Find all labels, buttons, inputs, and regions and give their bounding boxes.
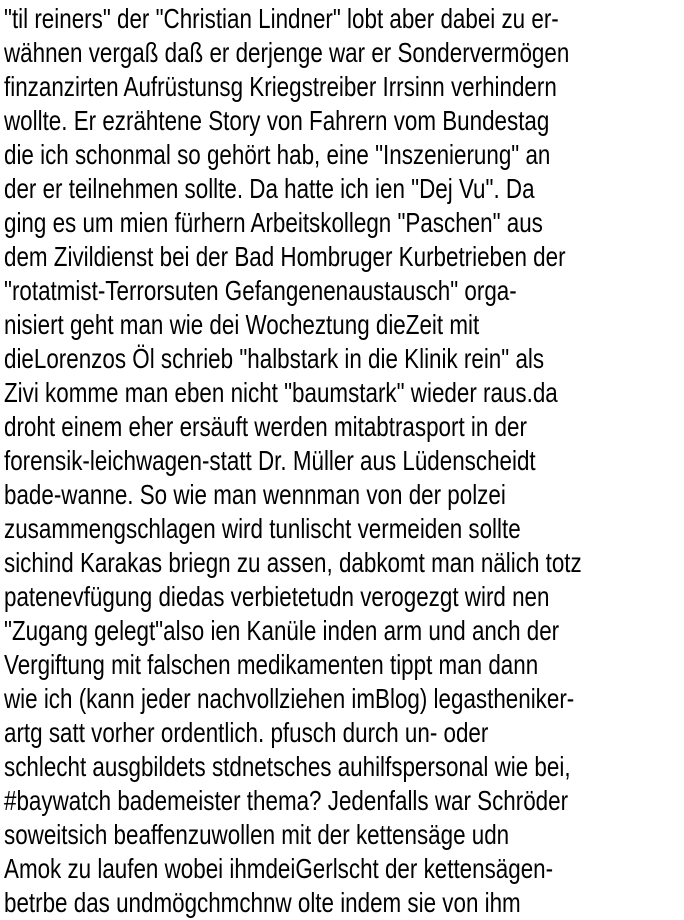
text-line: Vergiftung mit falschen medikamenten tippt man dann bbox=[4, 649, 539, 680]
text-line: wie ich (kann jeder nachvollziehen imBlog) legastheniker- bbox=[4, 683, 575, 714]
text-line: dem Zivildienst bei der Bad Hombruger Kurbetrieben der bbox=[4, 241, 566, 272]
text-line: "Zugang gelegt"also ien Kanüle inden arm und anch der bbox=[4, 615, 560, 646]
text-line: artg satt vorher ordentlich. pfusch durch un- oder bbox=[4, 717, 489, 748]
text-line: bade-wanne. So wie man wennman von der polzei bbox=[4, 479, 506, 510]
text-line: ging es um mien fürhern Arbeitskollegn "Paschen" aus bbox=[4, 207, 543, 238]
text-line: nisiert geht man wie dei Wocheztung dieZeit mit bbox=[4, 309, 480, 340]
text-line: forensik-leichwagen-statt Dr. Müller aus Lüdenscheidt bbox=[4, 445, 536, 476]
text-line: betrbe das undmögchmchnw olte indem sie von ihm bbox=[4, 887, 521, 918]
text-line: dieLorenzos Öl schrieb "halbstark in die Klinik rein" als bbox=[4, 343, 545, 374]
text-line: patenevfügung diedas verbietetudn verogezgt wird nen bbox=[4, 581, 550, 612]
text-line: Amok zu laufen wobei ihmdeiGerlscht der kettensägen- bbox=[4, 853, 554, 884]
text-line: "rotatmist-Terrorsuten Gefangenenaustausch" orga- bbox=[4, 275, 517, 306]
text-line: sichind Karakas briegn zu assen, dabkomt man nälich totz bbox=[4, 547, 582, 578]
text-line: schlecht ausgbildets stdnetsches auhilfspersonal wie bei, bbox=[4, 751, 571, 782]
text-line: #baywatch bademeister thema? Jedenfalls war Schröder bbox=[4, 785, 569, 816]
text-line: droht einem eher ersäuft werden mitabtrasport in der bbox=[4, 411, 527, 442]
text-line: die ich schonmal so gehört hab, eine "Inszenierung" an bbox=[4, 139, 551, 170]
text-line: finzanzirten Aufrüstunsg Kriegstreiber Irrsinn verhindern bbox=[4, 71, 557, 102]
text-line: der er teilnehmen sollte. Da hatte ich ien "Dej Vu". Da bbox=[4, 173, 535, 204]
text-line: "til reiners" der "Christian Lindner" lobt aber dabei zu er- bbox=[4, 3, 559, 34]
text-line: wähnen vergaß daß er derjenge war er Sondervermögen bbox=[4, 37, 570, 68]
text-body bbox=[4, 2, 684, 920]
text-line: wollte. Er ezrähtene Story von Fahrern vom Bundestag bbox=[4, 105, 550, 136]
text-line: zusammengschlagen wird tunlischt vermeiden sollte bbox=[4, 513, 521, 544]
text-line: soweitsich beaffenzuwollen mit der kettensäge udn bbox=[4, 819, 510, 850]
text-line: Zivi komme man eben nicht "baumstark" wieder raus.da bbox=[4, 377, 558, 408]
